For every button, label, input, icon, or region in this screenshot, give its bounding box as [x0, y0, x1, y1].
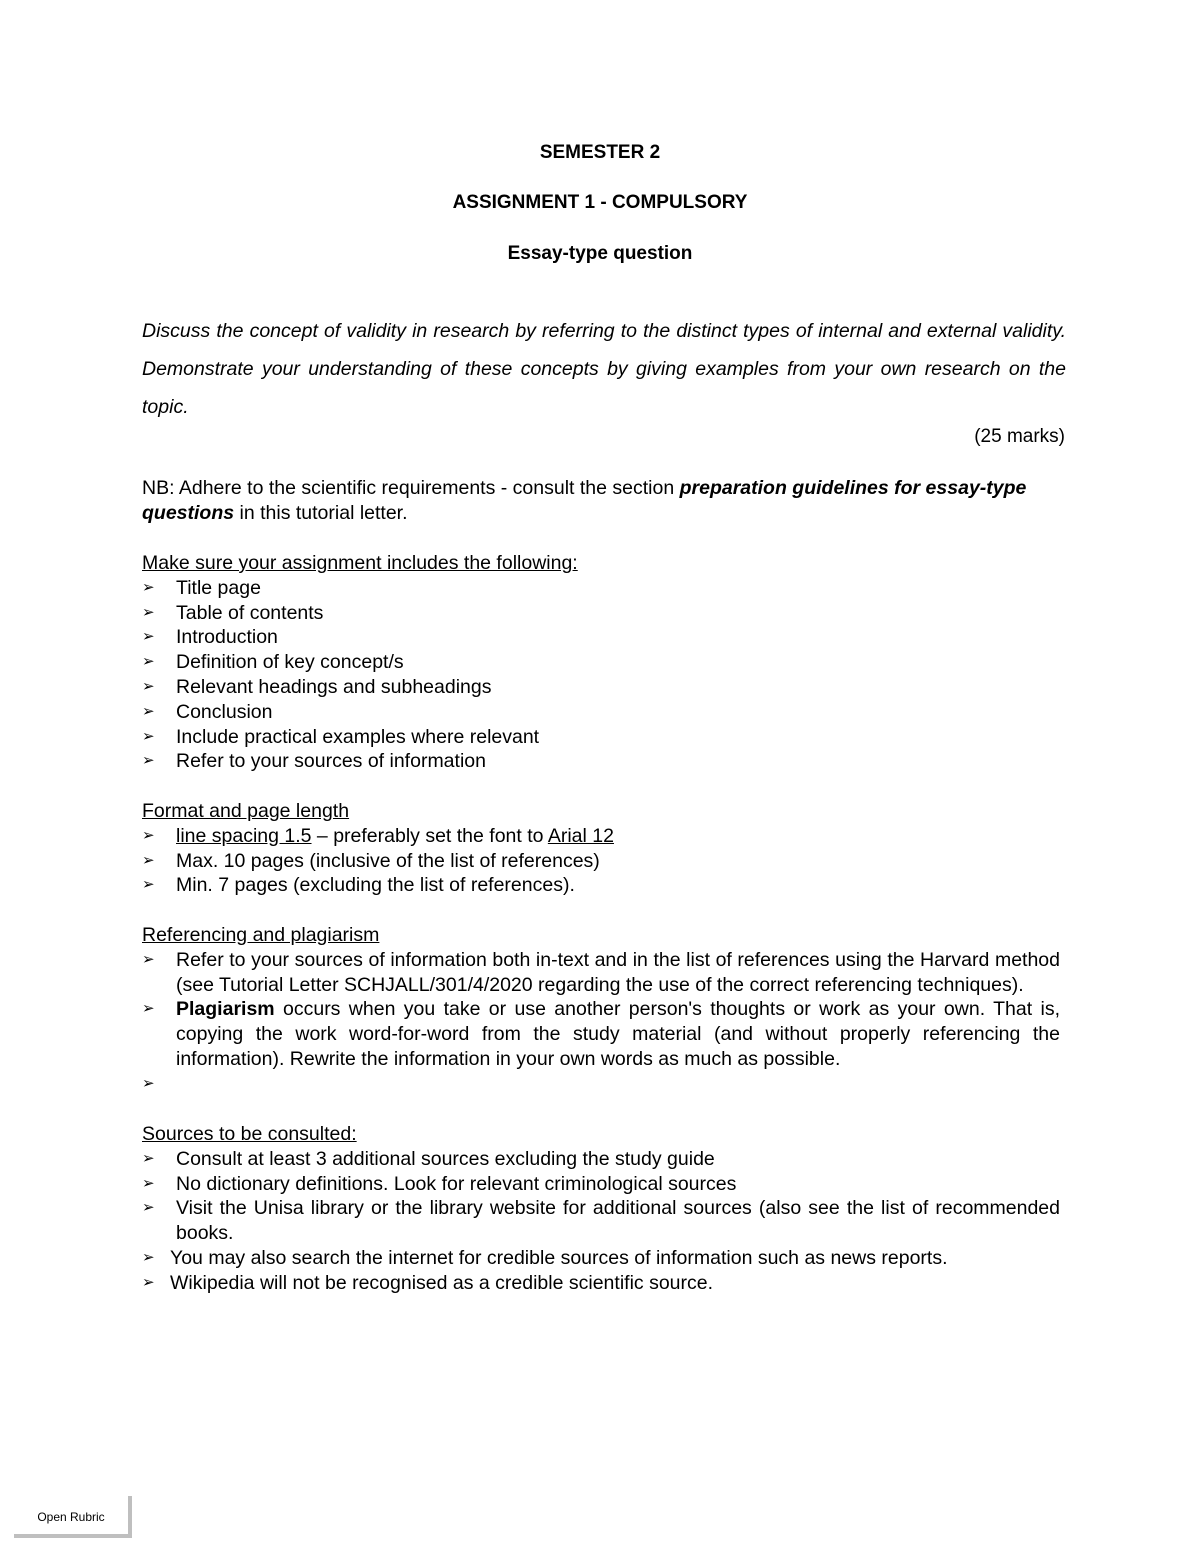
- includes-list: [142, 576, 1060, 774]
- arrow-bullet-icon: ➢: [142, 653, 155, 671]
- includes-section: [142, 551, 1060, 774]
- list-item: ➢ Title page: [142, 576, 261, 599]
- arrow-bullet-icon: ➢: [142, 1174, 155, 1192]
- referencing-heading: Referencing and plagiarism: [142, 924, 380, 946]
- arrow-bullet-icon: ➢: [142, 677, 155, 695]
- arrow-bullet-icon: ➢: [142, 851, 155, 869]
- arrow-bullet-icon: ➢: [142, 1248, 155, 1266]
- list-item: ➢ Definition of key concept/s: [142, 651, 404, 674]
- arrow-bullet-icon: ➢: [142, 950, 155, 968]
- format-list: [142, 824, 1060, 898]
- nb-suffix: in this tutorial letter.: [234, 502, 408, 524]
- arrow-bullet-icon: ➢: [142, 603, 155, 621]
- list-item: ➢ No dictionary definitions. Look for relevant criminological sources: [142, 1172, 737, 1195]
- list-item: ➢ Refer to your sources of information: [142, 750, 486, 773]
- arrow-bullet-icon: ➢: [142, 727, 155, 745]
- arrow-bullet-icon: ➢: [142, 826, 155, 844]
- arrow-bullet-icon: ➢: [142, 628, 155, 646]
- list-item: ➢ Visit the Unisa library or the library website for additional sources (also see the list of recommended books.: [142, 1197, 1060, 1245]
- list-item: ➢ Max. 10 pages (inclusive of the list of references): [142, 849, 600, 872]
- arrow-bullet-icon: ➢: [142, 752, 155, 770]
- empty-list-item: [142, 1072, 1060, 1097]
- includes-heading: Make sure your assignment includes the following:: [142, 552, 578, 574]
- list-item: ➢ Consult at least 3 additional sources excluding the study guide: [142, 1147, 715, 1170]
- list-item: ➢ Refer to your sources of information both in-text and in the list of references using the Harvard method (see Tutorial Letter SCHJALL/301/4/2020 regarding the use of the correct referencing techniques).: [142, 948, 1060, 996]
- nb-prefix: NB: Adhere to the scientific requirements - consult the section: [142, 477, 680, 499]
- list-item: ➢ line spacing 1.5 – preferably set the font to Arial 12: [142, 824, 614, 847]
- open-rubric-button[interactable]: Open Rubric: [14, 1496, 132, 1538]
- referencing-section: [142, 923, 1060, 1097]
- question-type-title: Essay-type question: [507, 243, 693, 264]
- line-spacing-text: line spacing 1.5: [176, 824, 312, 847]
- essay-question: Discuss the concept of validity in research by referring to the distinct types of internal and external validity. Demonstrate your understanding of these concepts by giving examples from your own research on the topic.: [142, 320, 1066, 418]
- list-item: ➢ Introduction: [142, 626, 278, 649]
- list-item: ➢ Plagiarism occurs when you take or use another person's thoughts or work as your own. That is, copying the work word-for-word from the study material (and without properly referencing the information). Rewrite the information in your own words as much as possible.: [142, 998, 1060, 1070]
- font-text: Arial 12: [547, 824, 614, 847]
- list-item: ➢ Conclusion: [142, 700, 273, 723]
- list-item: ➢ Table of contents: [142, 601, 324, 624]
- referencing-list: [142, 948, 1060, 1097]
- nb-emphasis: preparation guidelines for essay-type questions: [142, 477, 1027, 524]
- arrow-bullet-icon: ➢: [142, 1074, 155, 1092]
- sources-section: [142, 1122, 1060, 1296]
- arrow-bullet-icon: ➢: [142, 1273, 155, 1291]
- arrow-bullet-icon: ➢: [142, 578, 155, 596]
- assignment-title: ASSIGNMENT 1 - COMPULSORY: [452, 192, 748, 213]
- arrow-bullet-icon: ➢: [142, 1149, 155, 1167]
- format-section: [142, 799, 1060, 898]
- format-heading: Format and page length: [142, 800, 350, 822]
- arrow-bullet-icon: ➢: [142, 1000, 155, 1018]
- semester-title: SEMESTER 2: [539, 142, 661, 163]
- list-item: ➢ Min. 7 pages (excluding the list of references).: [142, 874, 575, 897]
- plagiarism-term: Plagiarism: [176, 998, 275, 1021]
- list-item: ➢ Wikipedia will not be recognised as a credible scientific source.: [142, 1271, 714, 1294]
- sources-heading: Sources to be consulted:: [142, 1123, 357, 1145]
- marks-label: (25 marks): [974, 426, 1065, 447]
- nb-note: [142, 476, 1052, 526]
- list-item: ➢ Relevant headings and subheadings: [142, 675, 492, 698]
- list-item: ➢ You may also search the internet for credible sources of information such as news reports.: [142, 1246, 948, 1269]
- sources-list: [142, 1147, 1060, 1296]
- list-item: ➢ Include practical examples where relevant: [142, 725, 540, 748]
- arrow-bullet-icon: ➢: [142, 702, 155, 720]
- arrow-bullet-icon: ➢: [142, 1199, 155, 1217]
- arrow-bullet-icon: ➢: [142, 876, 155, 894]
